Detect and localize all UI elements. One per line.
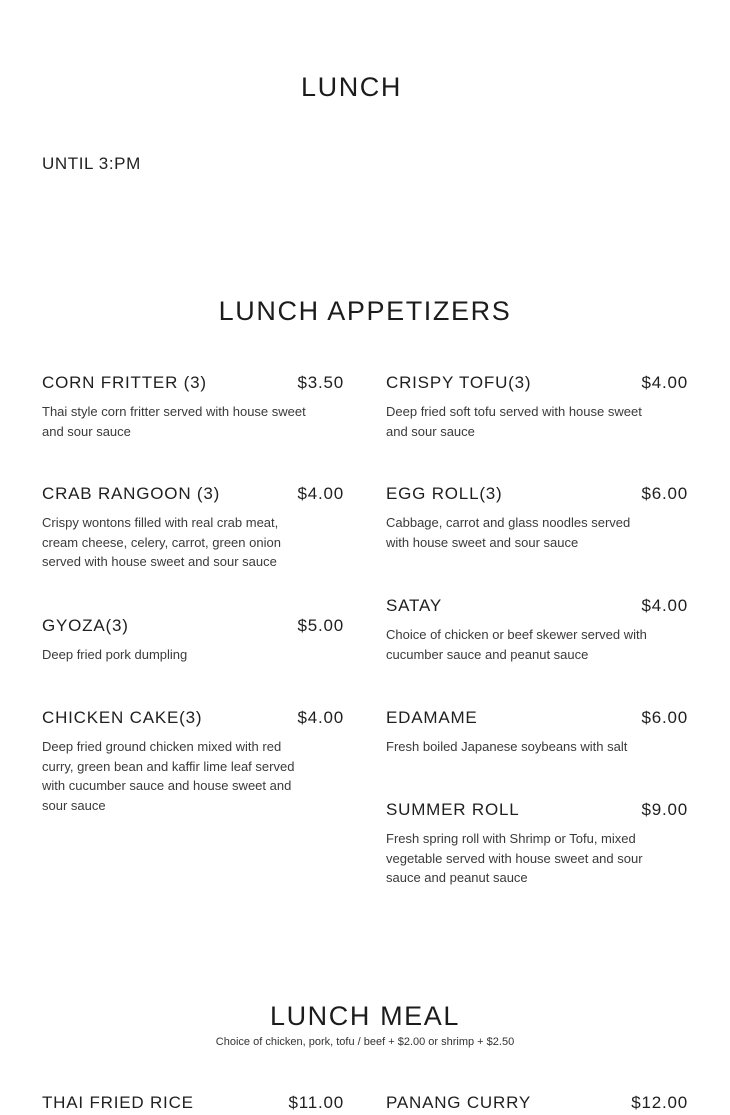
menu-item-description: Choice of chicken or beef skewer served with cucumber sauce and peanut sauce (386, 627, 647, 662)
menu-item (42, 1093, 344, 1115)
menu-item-price: $9.00 (641, 800, 688, 819)
menu-item-price: $12.00 (631, 1093, 688, 1112)
menu-item-description: Fresh boiled Japanese soybeans with salt (386, 739, 628, 754)
menu-item-price: $4.00 (641, 596, 688, 615)
menu-item-name: CRAB RANGOON (3) (42, 484, 221, 503)
menu-item (386, 708, 688, 757)
menu-item (386, 596, 688, 664)
menu-item-description: Deep fried pork dumpling (42, 647, 188, 662)
menu-item-name: SUMMER ROLL (386, 800, 520, 819)
menu-item (386, 1093, 688, 1115)
menu-item-description: Deep fried soft tofu served with house sweet and sour sauce (386, 404, 642, 439)
menu-item (42, 708, 344, 815)
menu-item (42, 484, 344, 572)
menu-item-name: EGG ROLL(3) (386, 484, 503, 503)
menu-item-name: GYOZA(3) (42, 616, 129, 635)
section-title-meal: LUNCH MEAL (269, 1001, 461, 1031)
menu-item-name: SATAY (386, 596, 442, 615)
menu-item-description: Thai style corn fritter served with house sweet and sour sauce (42, 404, 306, 439)
menu-item-name: CORN FRITTER (3) (42, 373, 207, 392)
menu-item-price: $4.00 (641, 373, 688, 392)
menu-item-name: EDAMAME (386, 708, 478, 727)
menu-item-name: CRISPY TOFU(3) (386, 373, 532, 392)
lunch-hours: UNTIL 3:PM (42, 154, 141, 173)
section-note-meal: Choice of chicken, pork, tofu / beef + $2.00 or shrimp + $2.50 (215, 1036, 515, 1048)
menu-item-description: Fresh spring roll with Shrimp or Tofu, mixed vegetable served with house sweet and sour sauce and peanut sauce (386, 831, 643, 886)
menu-item (386, 800, 688, 888)
menu-item-name: PANANG CURRY (386, 1093, 531, 1112)
menu-item (42, 373, 344, 441)
menu-item-description: Crispy wontons filled with real crab meat, cream cheese, celery, carrot, green onion served with house sweet and sour sauce (42, 515, 281, 570)
menu-item-name: CHICKEN CAKE(3) (42, 708, 203, 727)
menu-item-price: $4.00 (297, 708, 344, 727)
page-title: LUNCH (300, 72, 402, 102)
menu-item-price: $6.00 (641, 484, 688, 503)
menu-item (386, 373, 688, 441)
menu-item-price: $6.00 (641, 708, 688, 727)
menu-item-price: $3.50 (297, 373, 344, 392)
menu-item-description: Deep fried ground chicken mixed with red curry, green bean and kaffir lime leaf served with cucumber sauce and house sweet and sour sauce (42, 739, 295, 813)
menu-item-name: THAI FRIED RICE (42, 1093, 194, 1112)
menu-item-price: $11.00 (288, 1093, 344, 1112)
menu-item-description: Cabbage, carrot and glass noodles served with house sweet and sour sauce (386, 515, 631, 550)
menu-item (42, 616, 344, 665)
section-title-appetizers: LUNCH APPETIZERS (218, 296, 512, 326)
menu-item-price: $5.00 (297, 616, 344, 635)
menu-item (386, 484, 688, 552)
menu-item-price: $4.00 (297, 484, 344, 503)
